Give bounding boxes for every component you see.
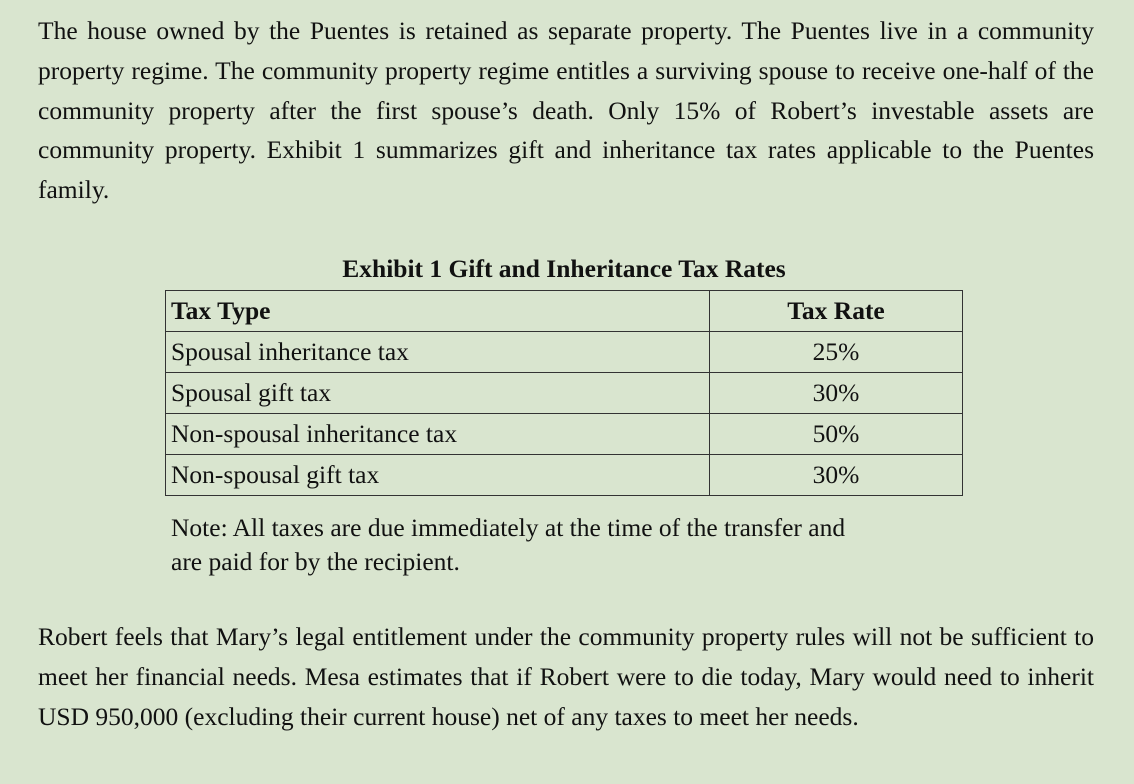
tax-rate-table xyxy=(165,290,963,496)
tax-type-cell: Spousal inheritance tax xyxy=(166,332,710,373)
exhibit-title: Exhibit 1 Gift and Inheritance Tax Rates xyxy=(342,254,786,283)
header-tax-rate: Tax Rate xyxy=(710,291,963,332)
tax-rate-cell: 25% xyxy=(710,332,963,373)
intro-paragraph: The house owned by the Puentes is retained as separate property. The Puentes live in a community property regime. The community property regime entitles a surviving spouse to receive one-half of the community property after the first spouse’s death. Only 15% of Robert’s investable assets are community property. Exhibit 1 summarizes gift and inheritance tax rates applicable to the Puentes family. xyxy=(38,16,1094,205)
table-row xyxy=(166,414,963,455)
note-line: Note: All taxes are due immediately at the time of the transfer and xyxy=(171,513,846,542)
tax-type-cell: Spousal gift tax xyxy=(166,373,710,414)
tax-rate-cell: 30% xyxy=(710,373,963,414)
tax-rate-cell: 30% xyxy=(710,455,963,496)
table-note xyxy=(171,511,971,579)
table-row xyxy=(166,332,963,373)
header-tax-type: Tax Type xyxy=(166,291,710,332)
note-line: are paid for by the recipient. xyxy=(171,547,460,576)
needs-paragraph: Robert feels that Mary’s legal entitlement under the community property rules will not be sufficient to meet her financial needs. Mesa estimates that if Robert were to die today, Mary would need to inherit USD 950,000 (excluding their current house) net of any taxes to meet her needs. xyxy=(38,622,1094,731)
tax-type-cell: Non-spousal gift tax xyxy=(166,455,710,496)
table-row xyxy=(166,373,963,414)
tax-type-cell: Non-spousal inheritance tax xyxy=(166,414,710,455)
table-header-row xyxy=(166,291,963,332)
tax-rate-cell: 50% xyxy=(710,414,963,455)
table-row xyxy=(166,455,963,496)
